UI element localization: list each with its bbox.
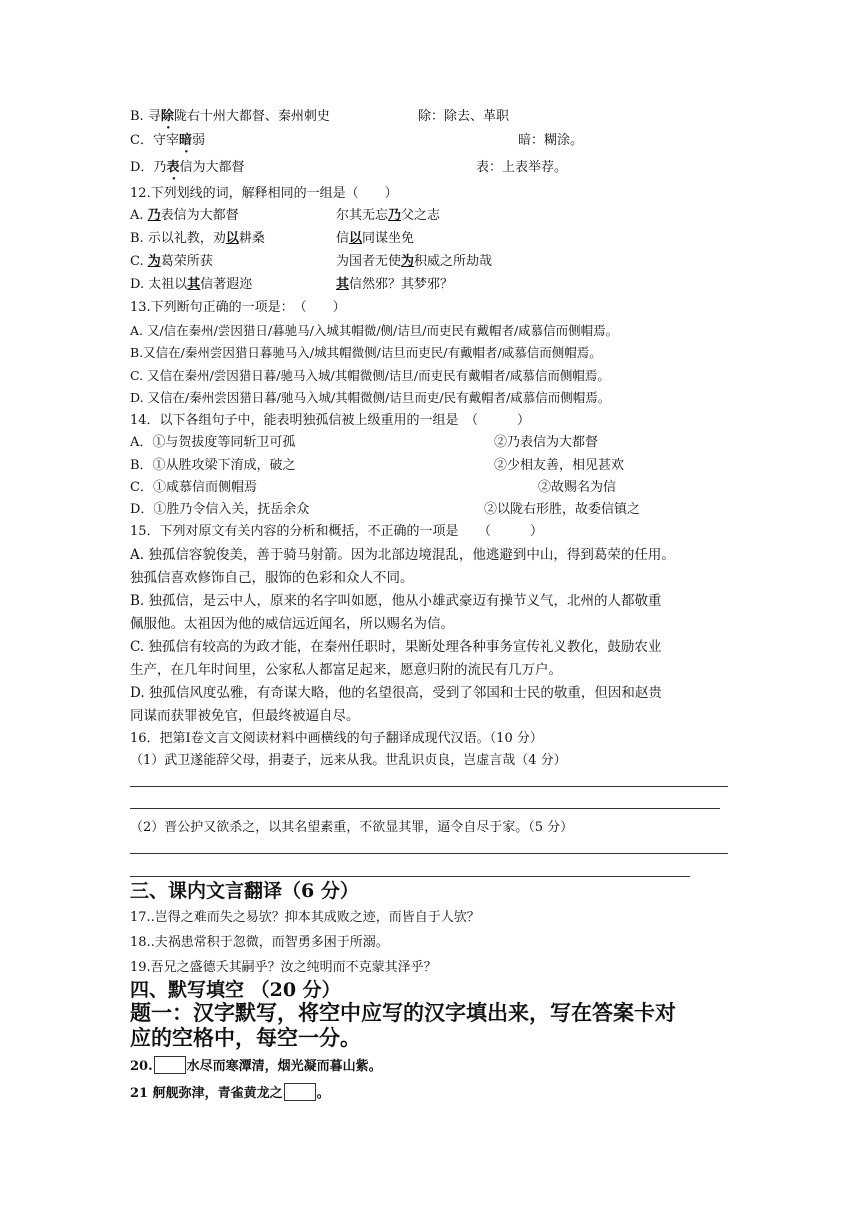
q12-option-c: C. 为葛荣所获 为国者无使为积威之所劫哉 — [130, 254, 493, 269]
q13-option-b: B.又信在/秦州尝因猎日暮驰马入/城其帽微侧/诘旦而吏民/有戴帽者/咸慕信而侧帽焉。 — [130, 345, 602, 360]
q15-option-a-line2: 独孤信喜欢修饰自己，服饰的色彩和众人不同。 — [130, 570, 414, 586]
q11-option-c: C．守宰暗弱 暗：糊涂。 — [130, 131, 205, 151]
answer-line[interactable] — [130, 853, 728, 854]
q14-stem: 14．以下各组句子中，能表明独孤信被上级重用的一组是 （ ） — [130, 413, 531, 428]
q11-d-keyword: 表 — [166, 160, 180, 175]
q16-sentence-1: （1）武卫遂能辞父母，捐妻子，远来从我。世乱识贞良，岂虚言哉（4 分） — [130, 753, 567, 768]
q14-option-a: A．①与贺拔度等同斩卫可孤 ②乃表信为大都督 — [130, 435, 599, 450]
q11-d-note: 表：上表举荐。 — [476, 160, 568, 175]
q15-option-b-line2: 佩服他。太祖因为他的威信远近闻名，所以赐名为信。 — [130, 616, 454, 632]
q16-sentence-2: （2）晋公护又欲杀之，以其名望素重，不欲显其罪，逼令自尽于家。（5 分） — [130, 820, 574, 835]
q17: 17..岂得之难而失之易欤？抑本其成败之迹，而皆自于人欤？ — [130, 910, 480, 925]
q12-option-b: B. 示以礼教，劝以耕桑 信以同谋坐免 — [130, 231, 415, 246]
q15-option-d-line2: 同谋而获罪被免官，但最终被逼自尽。 — [130, 708, 360, 724]
q11-b-note: 除：除去、革职 — [418, 109, 510, 124]
q15-stem: 15．下列对原文有关内容的分析和概括，不正确的一项是 （ ） — [130, 524, 544, 539]
q14-option-d: D．①胜乃令信入关，抚岳余众 ②以陇右形胜，故委信镇之 — [130, 502, 641, 517]
subtitle-line-2: 应的空格中，每空一分。 — [130, 1025, 361, 1050]
answer-line[interactable] — [130, 786, 728, 787]
q11-option-d: D．乃表信为大都督 表：上表举荐。 — [130, 158, 244, 178]
q13-option-d: D. 又信在/秦州尝因猎日暮/驰马入城/其帽微侧/诘旦而吏/民有戴帽者/咸慕信而侧帽焉。 — [130, 390, 611, 405]
q12-option-a: A. 乃表信为大都督 尔其无忘乃父之志 — [130, 208, 441, 223]
q21-blank[interactable] — [284, 1083, 316, 1101]
subtitle-line-1: 题一：汉字默写，将空中应写的汉字填出来，写在答案卡对 — [130, 1000, 676, 1025]
q15-option-a-line1: A. 独孤信容貌俊美，善于骑马射箭。因为北部边境混乱，他逃避到中山，得到葛荣的任用。 — [130, 547, 675, 563]
q15-option-c-line1: C. 独孤信有较高的为政才能，在秦州任职时，果断处理各种事务宣传礼义教化，鼓励农业 — [130, 639, 662, 655]
answer-line[interactable] — [130, 808, 720, 809]
q11-option-b: B. 寻除陇右十州大都督、秦州刺史 除：除去、革职 — [130, 107, 330, 127]
q13-option-c: C. 又信在秦州/尝因猎日暮/驰马入城/其帽微侧/诘旦/而吏民有戴帽者/咸慕信而侧帽焉。 — [130, 368, 610, 383]
q15-option-b-line1: B. 独孤信，是云中人，原来的名字叫如愿，他从小雄武豪迈有操节义气，北州的人都敬重 — [130, 593, 662, 609]
section-3-title: 三、课内文言翻译（6 分） — [130, 880, 359, 902]
q14-option-c: C．①咸慕信而侧帽焉 ②故赐名为信 — [130, 480, 617, 495]
q14-option-b: B．①从胜攻梁下淯成，破之 ②少相友善，相见甚欢 — [130, 458, 625, 473]
section-4-title: 四、默写填空 （20 分） — [130, 979, 341, 1001]
q12-option-d: D. 太祖以其信著遐迩 其信然邪？其梦邪？ — [130, 277, 454, 292]
q16-stem: 16．把第Ⅰ卷文言文阅读材料中画横线的句子翻译成现代汉语。（10 分） — [130, 731, 543, 746]
q13-option-a: A. 又/信在秦州/尝因猎日/暮驰马/入城其帽微/侧/诘旦/而吏民有戴帽者/咸慕信而侧帽焉。 — [130, 323, 619, 338]
q11-c-keyword: 暗 — [178, 133, 192, 148]
q15-option-d-line1: D. 独孤信风度弘雅，有奇谋大略，他的名望很高，受到了邻国和士民的敬重，但因和赵贵 — [130, 685, 662, 701]
q12-stem: 12.下列划线的词，解释相同的一组是（ ） — [130, 186, 398, 201]
q20: 20. 水尽而寒潭清，烟光凝而暮山紫。 — [130, 1056, 382, 1077]
q20-blank[interactable] — [154, 1056, 186, 1074]
q11-c-note: 暗：糊涂。 — [518, 133, 584, 148]
q13-stem: 13.下列断句正确的一项是： （ ） — [130, 300, 346, 315]
q19: 19.吾兄之盛德夭其嗣乎？汝之纯明而不克蒙其泽乎？ — [130, 960, 437, 975]
q18: 18..夫祸患常积于忽微，而智勇多困于所溺。 — [130, 935, 389, 950]
answer-line[interactable] — [130, 876, 690, 877]
q21: 21 舸舰弥津，青雀黄龙之 。 — [130, 1083, 330, 1104]
q15-option-c-line2: 生产，在几年时间里，公家私人都富足起来，愿意归附的流民有几万户。 — [130, 662, 562, 678]
q11-b-keyword: 除 — [160, 109, 174, 124]
